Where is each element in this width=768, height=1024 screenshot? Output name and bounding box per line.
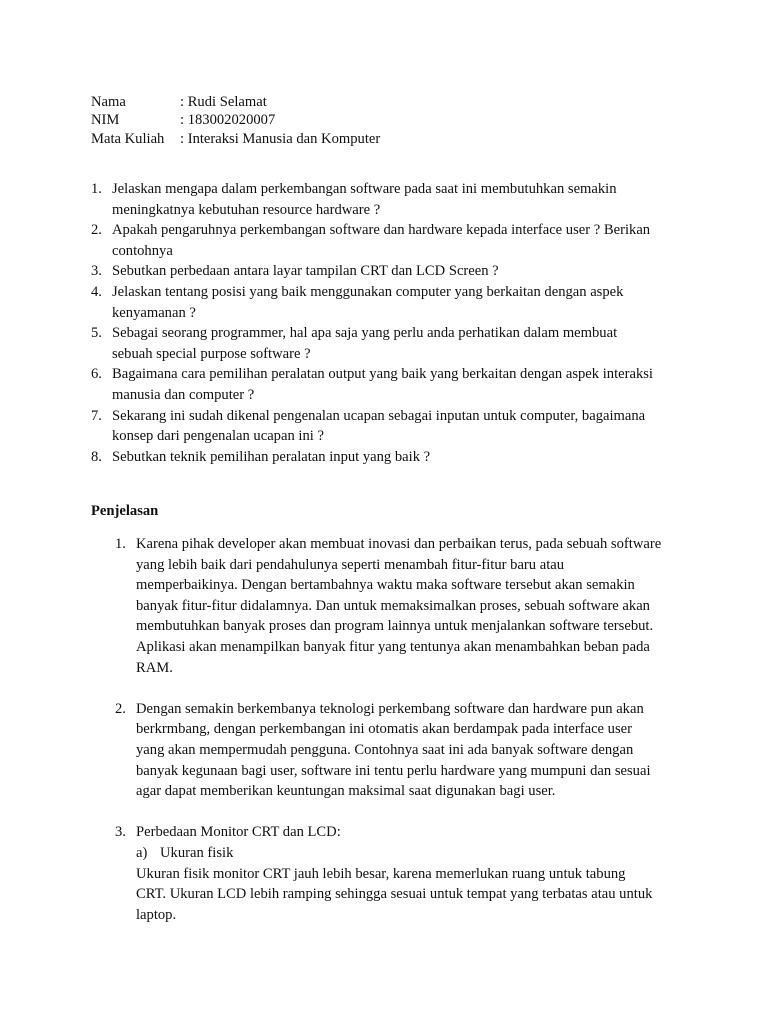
answer-number: 1. [115,536,126,552]
text-line: manusia dan computer ? [112,386,255,403]
text-line: Sebutkan perbedaan antara layar tampilan CRT dan LCD Screen ? [112,263,499,280]
question-item [91,447,691,468]
question-number: 6. [91,366,102,383]
sub-item-letter: a) [136,844,148,861]
sub-item-label: Ukuran fisik [160,844,234,861]
info-label: Mata Kuliah [91,130,165,147]
text-line: membutuhkan banyak proses dan program lainnya untuk menjalankan software tersebut. [136,618,654,635]
answer-item [115,534,695,678]
text-line: agar dapat memberikan keuntungan maksimal saat digunakan bagi user. [136,783,556,800]
info-row-nim [91,111,380,129]
info-value: : Interaksi Manusia dan Komputer [180,130,381,147]
question-item [91,364,691,405]
info-label: Nama [91,94,126,110]
text-line: Sekarang ini sudah dikenal pengenalan ucapan sebagai inputan untuk computer, bagaimana [112,407,646,424]
student-info [91,93,380,148]
text-line: berkrmbang, dengan perkembangan ini otomatis akan berdampak pada interface user [136,721,632,738]
question-number: 2. [91,222,102,239]
text-line: contohnya [112,242,173,259]
question-item [91,261,691,282]
text-line: kenyamanan ? [112,304,196,321]
info-value: : 183002020007 [180,112,276,129]
info-row-name [91,93,380,111]
question-number: 4. [91,283,102,300]
text-line: konsep dari pengenalan ucapan ini ? [112,428,324,445]
question-number: 3. [91,263,102,280]
question-item [91,179,691,220]
text-line: Dengan semakin berkembanya teknologi perkembang software dan hardware pun akan [136,700,644,717]
info-row-course [91,130,380,148]
text-line: sebuah special purpose software ? [112,345,311,362]
paragraph-gap [115,802,695,823]
text-line: meningkatnya kebutuhan resource hardware ? [112,201,381,218]
text-line: Sebagai seorang programmer, hal apa saja yang perlu anda perhatikan dalam membuat [112,325,618,342]
text-line: Sebutkan teknik pemilihan peralatan input yang baik ? [112,448,431,465]
question-list [91,179,691,467]
text-line: Jelaskan tentang posisi yang baik menggunakan computer yang berkaitan dengan aspek [112,283,624,300]
question-item [91,323,691,364]
question-item [91,406,691,447]
text-line: CRT. Ukuran LCD lebih ramping sehingga sesuai untuk tempat yang terbatas atau untuk [136,886,653,903]
paragraph-gap [115,678,695,699]
text-line: banyak fitur-fitur didalamnya. Dan untuk memaksimalkan proses, sebuah software akan [136,597,650,614]
info-label: NIM [91,112,120,129]
question-item [91,220,691,261]
sub-item [136,843,695,864]
question-number: 7. [91,407,102,424]
text-line: Apakah pengaruhnya perkembangan software dan hardware kepada interface user ? Berikan [112,222,651,239]
answer-number: 2. [115,700,126,717]
answer-number: 3. [115,824,126,841]
answer-list [115,534,695,925]
text-line: Aplikasi akan menampilkan banyak fitur yang tentunya akan menambahkan beban pada [136,638,650,655]
section-title: Penjelasan [91,503,159,519]
text-line: Ukuran fisik monitor CRT jauh lebih besar, karena memerlukan ruang untuk tabung [136,865,626,882]
text-line: Jelaskan mengapa dalam perkembangan software pada saat ini membutuhkan semakin [112,181,617,197]
answer-item [115,822,695,925]
text-line: yang lebih baik dari pendahulunya seperti menambah fitur-fitur baru atau [136,556,565,573]
question-item [91,282,691,323]
text-line: RAM. [136,659,173,676]
question-number: 1. [91,181,102,197]
text-line: memperbaikinya. Dengan bertambahnya waktu maka software tersebut akan semakin [136,577,635,594]
question-number: 8. [91,448,102,465]
answer-item [115,699,695,802]
text-line: yang akan mempermudah pengguna. Contohnya saat ini ada banyak software dengan [136,741,634,758]
info-value: : Rudi Selamat [180,94,267,110]
text-line: banyak kegunaan bagi user, software ini tentu perlu hardware yang mumpuni dan sesuai [136,762,651,779]
text-line: Bagaimana cara pemilihan peralatan output yang baik yang berkaitan dengan aspek interaksi [112,366,653,383]
text-line: laptop. [136,906,177,923]
text-line: Karena pihak developer akan membuat inovasi dan perbaikan terus, pada sebuah software [136,536,662,552]
question-number: 5. [91,325,102,342]
text-line: Perbedaan Monitor CRT dan LCD: [136,824,341,841]
